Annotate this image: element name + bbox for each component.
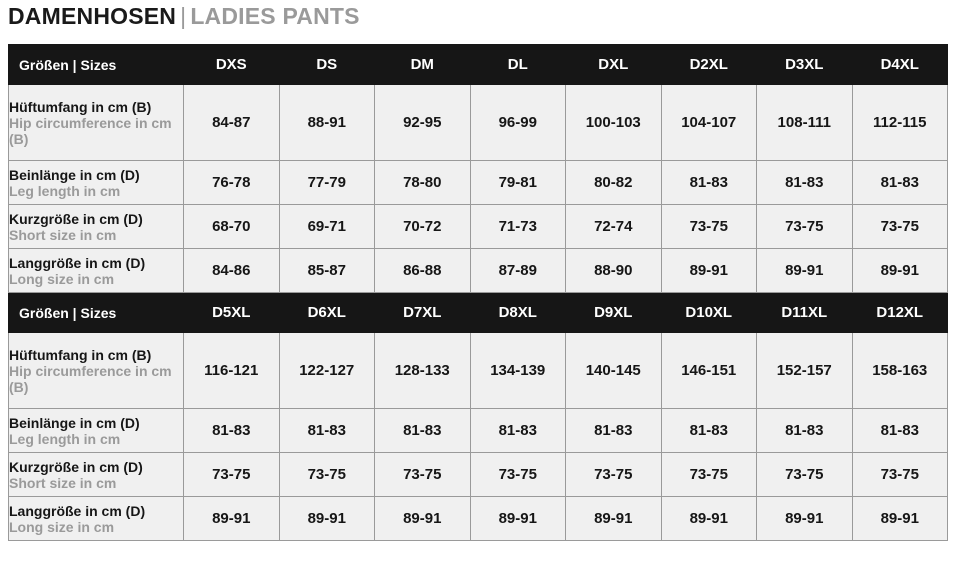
measurement-value: 89-91 xyxy=(757,249,853,293)
size-header-cell: D6XL xyxy=(279,293,375,333)
measurement-label xyxy=(9,453,184,497)
size-header-cell: D10XL xyxy=(661,293,757,333)
size-header-cell: D3XL xyxy=(757,45,853,85)
size-header-row xyxy=(9,45,948,85)
measurement-value: 73-75 xyxy=(852,205,948,249)
measurement-value: 152-157 xyxy=(757,333,853,409)
size-header-cell: D7XL xyxy=(375,293,471,333)
measurement-value: 89-91 xyxy=(661,497,757,541)
measurement-value: 146-151 xyxy=(661,333,757,409)
measurement-value: 81-83 xyxy=(184,409,280,453)
size-header-cell: DS xyxy=(279,45,375,85)
measurement-row-long xyxy=(9,249,948,293)
measurement-value: 96-99 xyxy=(470,85,566,161)
measurement-label-german: Langgröße in cm (D) xyxy=(9,502,146,519)
page-title xyxy=(8,1,360,31)
size-header-label: Größen | Sizes xyxy=(9,45,184,85)
size-header-row xyxy=(9,293,948,333)
measurement-value: 81-83 xyxy=(757,409,853,453)
measurement-value: 100-103 xyxy=(566,85,662,161)
measurement-label-german: Kurzgröße in cm (D) xyxy=(9,210,143,227)
measurement-value: 81-83 xyxy=(852,161,948,205)
measurement-row-leg xyxy=(9,161,948,205)
measurement-value: 86-88 xyxy=(375,249,471,293)
measurement-row-short xyxy=(9,205,948,249)
measurement-value: 89-91 xyxy=(661,249,757,293)
size-chart-table xyxy=(8,44,948,541)
measurement-value: 85-87 xyxy=(279,249,375,293)
measurement-value: 108-111 xyxy=(757,85,853,161)
measurement-value: 73-75 xyxy=(757,205,853,249)
measurement-value: 112-115 xyxy=(852,85,948,161)
measurement-value: 88-91 xyxy=(279,85,375,161)
measurement-label xyxy=(9,333,184,409)
measurement-label xyxy=(9,409,184,453)
measurement-value: 81-83 xyxy=(375,409,471,453)
measurement-value: 158-163 xyxy=(852,333,948,409)
measurement-label xyxy=(9,249,184,293)
measurement-label-english: Leg length in cm xyxy=(9,182,121,199)
measurement-value: 84-86 xyxy=(184,249,280,293)
measurement-value: 68-70 xyxy=(184,205,280,249)
measurement-label-english: Leg length in cm xyxy=(9,430,121,447)
measurement-row-short xyxy=(9,453,948,497)
measurement-label xyxy=(9,497,184,541)
measurement-label-german: Beinlänge in cm (D) xyxy=(9,414,140,431)
measurement-value: 73-75 xyxy=(852,453,948,497)
measurement-value: 104-107 xyxy=(661,85,757,161)
size-header-cell: D9XL xyxy=(566,293,662,333)
measurement-value: 84-87 xyxy=(184,85,280,161)
measurement-value: 69-71 xyxy=(279,205,375,249)
size-header-cell: DXL xyxy=(566,45,662,85)
measurement-label-english: Short size in cm xyxy=(9,474,117,491)
measurement-value: 89-91 xyxy=(852,497,948,541)
measurement-label-english: Short size in cm xyxy=(9,226,117,243)
measurement-value: 89-91 xyxy=(279,497,375,541)
measurement-value: 81-83 xyxy=(661,161,757,205)
measurement-label-english: Hip circumference in cm (B) xyxy=(9,114,172,147)
measurement-label-english: Long size in cm xyxy=(9,270,115,287)
page-title-german: DAMENHOSEN xyxy=(8,3,177,29)
measurement-value: 71-73 xyxy=(470,205,566,249)
measurement-value: 81-83 xyxy=(566,409,662,453)
measurement-value: 89-91 xyxy=(470,497,566,541)
measurement-value: 73-75 xyxy=(184,453,280,497)
measurement-value: 140-145 xyxy=(566,333,662,409)
size-header-cell: D5XL xyxy=(184,293,280,333)
measurement-value: 81-83 xyxy=(470,409,566,453)
size-header-label: Größen | Sizes xyxy=(9,293,184,333)
page-title-english: LADIES PANTS xyxy=(190,3,360,29)
measurement-value: 92-95 xyxy=(375,85,471,161)
measurement-label-english: Hip circumference in cm (B) xyxy=(9,362,172,395)
measurement-label-german: Kurzgröße in cm (D) xyxy=(9,458,143,475)
measurement-value: 79-81 xyxy=(470,161,566,205)
measurement-label-german: Hüftumfang in cm (B) xyxy=(9,346,152,363)
size-header-cell: D4XL xyxy=(852,45,948,85)
measurement-value: 80-82 xyxy=(566,161,662,205)
measurement-label-german: Beinlänge in cm (D) xyxy=(9,166,140,183)
measurement-value: 89-91 xyxy=(375,497,471,541)
size-header-cell: D8XL xyxy=(470,293,566,333)
measurement-label xyxy=(9,161,184,205)
measurement-value: 73-75 xyxy=(279,453,375,497)
measurement-value: 73-75 xyxy=(470,453,566,497)
measurement-value: 89-91 xyxy=(184,497,280,541)
measurement-value: 78-80 xyxy=(375,161,471,205)
measurement-value: 77-79 xyxy=(279,161,375,205)
measurement-label xyxy=(9,85,184,161)
measurement-value: 134-139 xyxy=(470,333,566,409)
measurement-label-english: Long size in cm xyxy=(9,518,115,535)
measurement-value: 81-83 xyxy=(279,409,375,453)
measurement-value: 116-121 xyxy=(184,333,280,409)
measurement-label-german: Hüftumfang in cm (B) xyxy=(9,98,152,115)
measurement-value: 73-75 xyxy=(566,453,662,497)
measurement-value: 89-91 xyxy=(566,497,662,541)
measurement-value: 122-127 xyxy=(279,333,375,409)
measurement-value: 87-89 xyxy=(470,249,566,293)
measurement-value: 72-74 xyxy=(566,205,662,249)
measurement-value: 89-91 xyxy=(852,249,948,293)
size-header-cell: D2XL xyxy=(661,45,757,85)
measurement-value: 128-133 xyxy=(375,333,471,409)
size-header-cell: DM xyxy=(375,45,471,85)
measurement-row-long xyxy=(9,497,948,541)
measurement-label xyxy=(9,205,184,249)
measurement-row-leg xyxy=(9,409,948,453)
measurement-value: 89-91 xyxy=(757,497,853,541)
measurement-value: 73-75 xyxy=(661,205,757,249)
measurement-row-hip xyxy=(9,85,948,161)
measurement-value: 81-83 xyxy=(852,409,948,453)
measurement-value: 81-83 xyxy=(757,161,853,205)
size-header-cell: D12XL xyxy=(852,293,948,333)
title-separator: | xyxy=(180,3,187,29)
measurement-value: 76-78 xyxy=(184,161,280,205)
measurement-value: 70-72 xyxy=(375,205,471,249)
measurement-value: 73-75 xyxy=(661,453,757,497)
measurement-value: 88-90 xyxy=(566,249,662,293)
measurement-label-german: Langgröße in cm (D) xyxy=(9,254,146,271)
measurement-row-hip xyxy=(9,333,948,409)
measurement-value: 73-75 xyxy=(757,453,853,497)
measurement-value: 81-83 xyxy=(661,409,757,453)
size-header-cell: DXS xyxy=(184,45,280,85)
size-header-cell: DL xyxy=(470,45,566,85)
measurement-value: 73-75 xyxy=(375,453,471,497)
size-header-cell: D11XL xyxy=(757,293,853,333)
